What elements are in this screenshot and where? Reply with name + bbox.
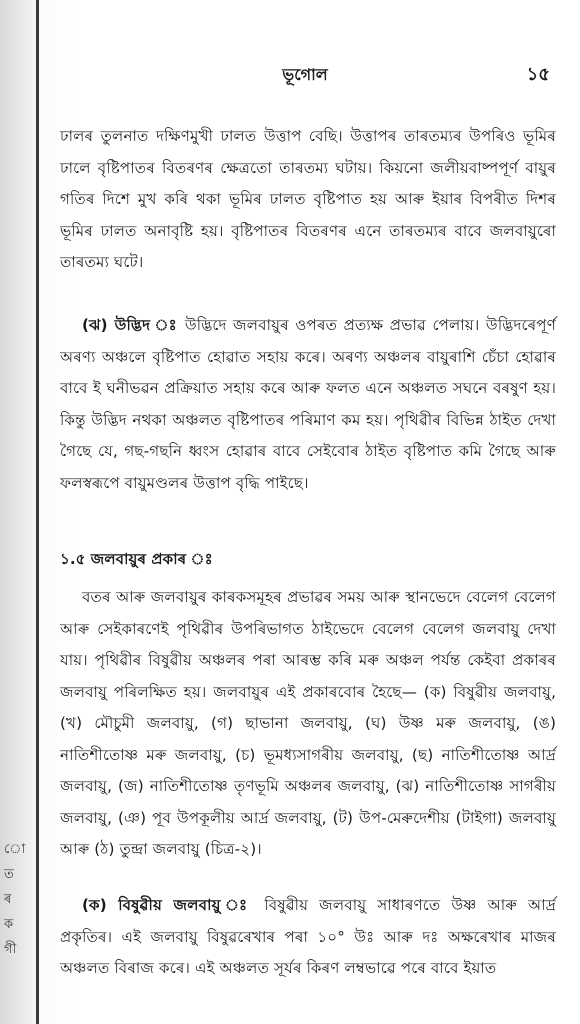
margin-char: ৰ	[4, 892, 12, 907]
paragraph-heading: (ঝ) উদ্ভিদ ঃ	[82, 316, 179, 334]
section-heading: ১.৫ জলবায়ুৰ প্ৰকাৰ ঃ	[60, 550, 213, 568]
paragraph-equatorial-climate	[60, 890, 556, 985]
page-spine-line	[36, 0, 39, 1024]
paragraph-text: ঢালৰ তুলনাত দক্ষিণমুখী ঢালত উত্তাপ বেছি। উত্তাপৰ তাৰতম্যৰ উপৰিও ভূমিৰ ঢালে বৃষ্টিপাতৰ বিতৰণৰ ক্ষেত্ৰতো তাৰতম্য ঘটায়। কিয়নো জলীয়বাষ্পপূৰ্ণ বায়ুৰ গতিৰ দিশে মুখ কৰি থকা ভূমিৰ ঢালত বৃষ্টিপাত হয় আৰু ইয়াৰ বিপৰীত দিশৰ ভূমিৰ ঢালত অনাবৃষ্টি হয়। বৃষ্টিপাতৰ বিতৰণৰ এনে তাৰতম্যৰ বাবে জলবায়ুৰো তাৰতম্য ঘটে।	[60, 127, 556, 271]
margin-char: ো	[4, 842, 26, 857]
margin-char: গী	[4, 942, 17, 957]
paragraph-slope-effect	[60, 121, 556, 279]
page-header	[60, 62, 550, 92]
page-title: ভূগোল	[282, 65, 328, 84]
paragraph-vegetation	[60, 310, 556, 499]
margin-fragments	[4, 840, 34, 965]
paragraph-text: বিষুৱীয় জলবায়ু সাধাৰণতে উষ্ণ আৰু আৰ্দ্ৰ প্ৰকৃতিৰ। এই জলবায়ু বিষুৱৰেখাৰ পৰা ১০° উঃ আৰু দঃ অক্ষৰেখাৰ মাজৰ অঞ্চলত বিৰাজ কৰে। এই অঞ্চলত সূৰ্যৰ কিৰণ লম্বভাৱে পৰে বাবে ইয়াত	[60, 896, 556, 977]
margin-char: ক	[4, 917, 14, 932]
paragraph-text: বতৰ আৰু জলবায়ুৰ কাৰকসমূহৰ প্ৰভাৱৰ সময় আৰু স্থানভেদে বেলেগ বেলেগ আৰু সেইকাৰণেই পৃথিৱীৰ উপৰিভাগত ঠাইভেদে বেলেগ বেলেগ জলবায়ু দেখা যায়। পৃথিৱীৰ বিষুৱীয় অঞ্চলৰ পৰা আৰম্ভ কৰি মৰু অঞ্চল পৰ্যন্ত কেইবা প্ৰকাৰৰ জলবায়ু পৰিলক্ষিত হয়। জলবায়ুৰ এই প্ৰকাৰবোৰ হৈছে— (ক) বিষুৱীয় জলবায়ু, (খ) মৌচুমী জলবায়ু, (গ) ছাভানা জলবায়ু, (ঘ) উষ্ণ মৰু জলবায়ু, (ঙ) নাতিশীতোষ্ণ মৰু জলবায়ু, (চ) ভূমধ্যসাগৰীয় জলবায়ু, (ছ) নাতিশীতোষ্ণ আৰ্দ্ৰ জলবায়ু, (জ) নাতিশীতোষ্ণ তৃণভূমি অঞ্চলৰ জলবায়ু, (ঝ) নাতিশীতোষ্ণ সাগৰীয় জলবায়ু, (ঞ) পূব উপকূলীয় আৰ্দ্ৰ জলবায়ু, (ট) উপ-মেৰুদেশীয় (টাইগা) জলবায়ু আৰু (ঠ) তুন্দ্ৰা জলবায়ু (চিত্ৰ-২)।	[60, 588, 556, 858]
page-number: ১৫	[526, 64, 550, 85]
paragraph-heading: (ক) বিষুৱীয় জলবায়ু ঃ	[82, 896, 254, 914]
paragraph-climate-types	[60, 582, 556, 866]
paragraph-text: উদ্ভিদে জলবায়ুৰ ওপৰত প্ৰত্যক্ষ প্ৰভাৱ পেলায়। উদ্ভিদৰেপূৰ্ণ অৰণ্য অঞ্চলে বৃষ্টিপাত হোৱাত সহায় কৰে। অৰণ্য অঞ্চলৰ বায়ুৰাশি চেঁচা হোৱাৰ বাবে ই ঘনীভৱন প্ৰক্ৰিয়াত সহায় কৰে আৰু ফলত এনে অঞ্চলত সঘনে বৰষুণ হয়। কিন্তু উদ্ভিদ নথকা অঞ্চলত বৃষ্টিপাতৰ পৰিমাণ কম হয়। পৃথিৱীৰ বিভিন্ন ঠাইত দেখা গৈছে যে, গছ-গছনি ধ্বংস হোৱাৰ বাবে সেইবোৰ ঠাইত বৃষ্টিপাত কমি গৈছে আৰু ফলস্বৰূপে বায়ুমণ্ডলৰ উত্তাপ বৃদ্ধি পাইছে।	[60, 316, 556, 492]
margin-char: ত	[4, 867, 14, 882]
